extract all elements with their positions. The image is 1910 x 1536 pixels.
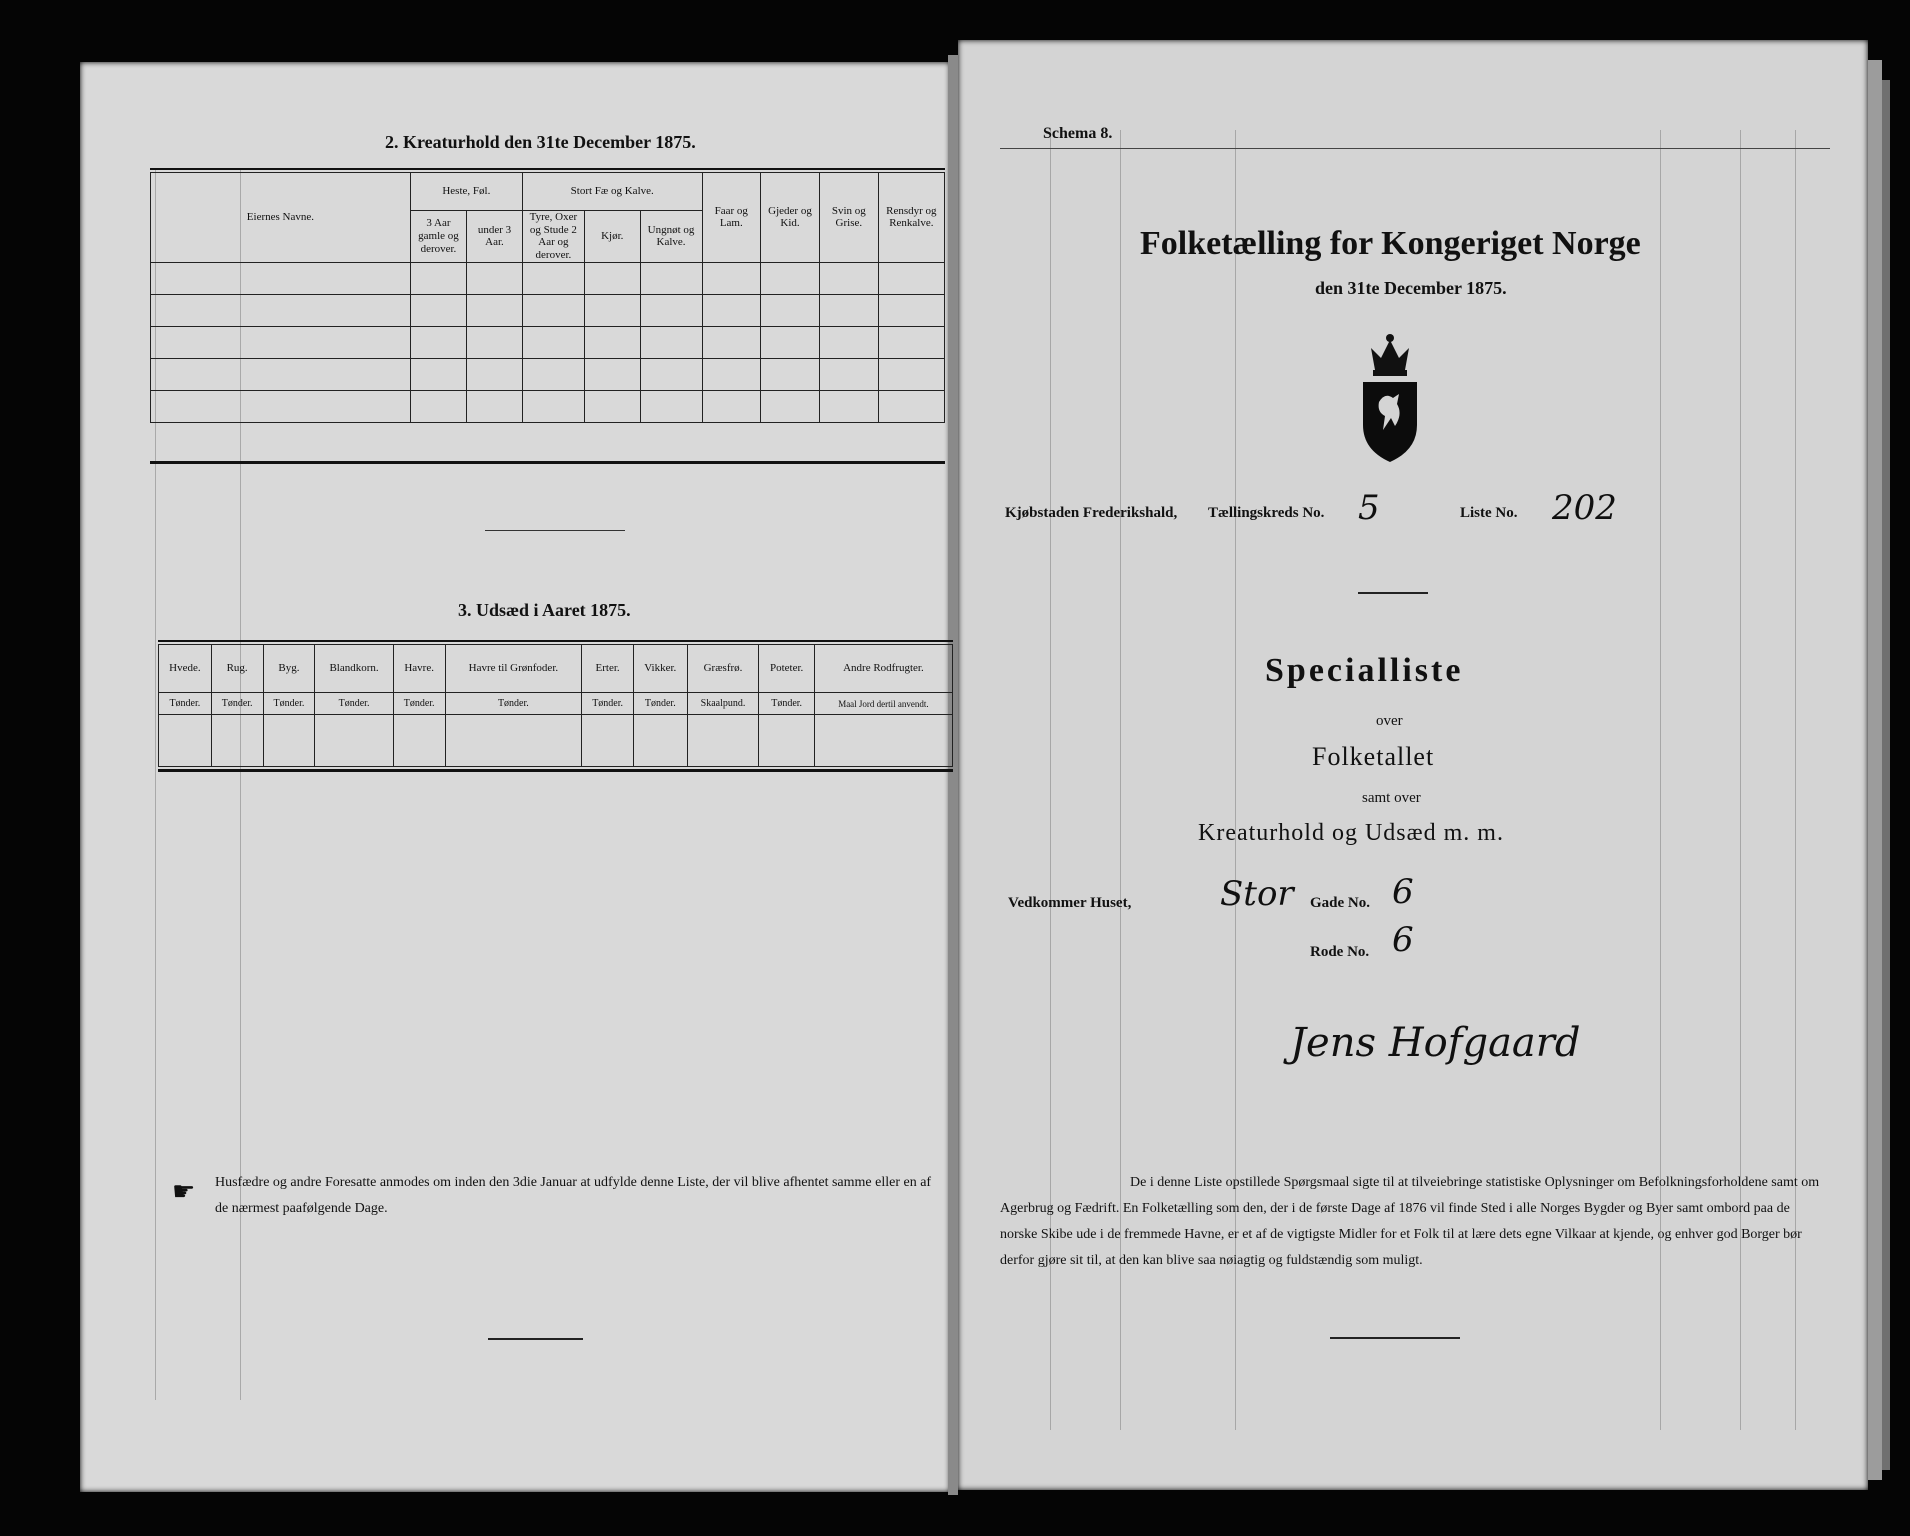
unit-cell: Tønder. <box>445 693 582 715</box>
crop-header: Poteter. <box>759 645 814 693</box>
crop-header: Havre til Grønfoder. <box>445 645 582 693</box>
crop-header: Byg. <box>263 645 315 693</box>
kreaturhold-table <box>150 172 945 423</box>
stort-sub: Kjør. <box>584 211 640 263</box>
table3-bottom-rule <box>158 769 953 772</box>
vedkommer-label: Vedkommer Huset, <box>1008 895 1132 911</box>
table2-top-rule <box>150 168 945 170</box>
unit-cell: Tønder. <box>315 693 393 715</box>
form-date: den 31te December 1875. <box>1315 278 1507 298</box>
table2-bottom-rule <box>150 461 945 464</box>
liste-value: 202 <box>1552 488 1617 528</box>
book-gutter <box>948 55 958 1495</box>
crop-header: Erter. <box>582 645 634 693</box>
owner-col-header: Eiernes Navne. <box>151 173 411 263</box>
kreds-label: Tællingskreds No. <box>1208 505 1325 521</box>
table3-top-rule <box>158 640 953 642</box>
stort-sub: Tyre, Oxer og Stude 2 Aar og derover. <box>522 211 584 263</box>
liste-label: Liste No. <box>1460 505 1518 521</box>
crop-header: Hvede. <box>159 645 212 693</box>
gade-number: 6 <box>1392 872 1414 912</box>
divider <box>485 530 625 531</box>
section2-title: 2. Kreaturhold den 31te December 1875. <box>385 132 696 152</box>
section3-title: 3. Udsæd i Aaret 1875. <box>458 600 631 620</box>
faar-header: Faar og Lam. <box>702 173 761 263</box>
kreds-value: 5 <box>1358 488 1380 528</box>
unit-cell: Maal Jord dertil anvendt. <box>814 693 952 715</box>
stort-sub: Ungnøt og Kalve. <box>640 211 702 263</box>
unit-cell: Tønder. <box>393 693 445 715</box>
unit-cell: Tønder. <box>263 693 315 715</box>
form-title: Folketælling for Kongeriget Norge <box>1140 225 1641 262</box>
stort-fae-header: Stort Fæ og Kalve. <box>522 173 702 211</box>
unit-cell: Tønder. <box>159 693 212 715</box>
gade-value: Stor <box>1220 874 1294 914</box>
svin-header: Svin og Grise. <box>819 173 878 263</box>
heste-sub: under 3 Aar. <box>467 211 523 263</box>
divider <box>1330 1337 1460 1339</box>
specialliste-heading: Specialliste <box>1265 652 1464 689</box>
kjobstaden-label: Kjøbstaden Frederikshald, <box>1005 505 1178 521</box>
signature: Jens Hofgaard <box>1290 1020 1581 1066</box>
unit-cell: Skaalpund. <box>687 693 759 715</box>
crop-header: Rug. <box>211 645 263 693</box>
heste-sub: 3 Aar gamle og derover. <box>410 211 466 263</box>
unit-cell: Tønder. <box>759 693 814 715</box>
gjeder-header: Gjeder og Kid. <box>761 173 820 263</box>
unit-cell: Tønder. <box>211 693 263 715</box>
page-stack-edge <box>1882 80 1890 1470</box>
crop-header: Havre. <box>393 645 445 693</box>
divider <box>488 1338 583 1340</box>
header-rule <box>1000 148 1830 149</box>
divider <box>1358 592 1428 594</box>
udsaed-table <box>158 644 953 767</box>
schema-label: Schema 8. <box>1043 125 1113 142</box>
crop-header: Græsfrø. <box>687 645 759 693</box>
samt-over-text: samt over <box>1362 790 1421 806</box>
folketallet-heading: Folketallet <box>1312 742 1435 771</box>
rensdyr-header: Rensdyr og Renkalve. <box>878 173 944 263</box>
crop-header: Vikker. <box>634 645 688 693</box>
unit-cell: Tønder. <box>634 693 688 715</box>
unit-cell: Tønder. <box>582 693 634 715</box>
kreaturhold-heading: Kreaturhold og Udsæd m. m. <box>1198 820 1504 846</box>
gade-label: Gade No. <box>1310 895 1370 911</box>
crop-header: Andre Rodfrugter. <box>814 645 952 693</box>
pointing-hand-icon: ☛ <box>172 1177 196 1206</box>
page-stack-edge <box>1868 60 1882 1480</box>
over-text: over <box>1376 713 1403 729</box>
rode-number: 6 <box>1392 920 1414 960</box>
notice-text: Husfædre og andre Foresatte anmodes om inden den 3die Januar at udfylde denne Liste, der vil blive afhentet samme eller en af de nærmest paafølgende Dage. <box>215 1175 932 1216</box>
coat-of-arms-icon <box>1355 330 1425 465</box>
crop-header: Blandkorn. <box>315 645 393 693</box>
rode-label: Rode No. <box>1310 944 1370 960</box>
heste-header: Heste, Føl. <box>410 173 522 211</box>
explanation-paragraph: De i denne Liste opstillede Spørgsmaal sigte til at tilveiebringe statistiske Oplysninger om Befolkningsforholdene samt om Agerbrug og Fædrift. En Folketælling som den, der i de første Dage af 1876 vil finde Sted i alle Norges Bygder og Byer samt ombord paa de norske Skibe ude i de fremmede Havne, er et af de vigtigste Midler for et Folk til at lære dets egne Vilkaar at kjende, og enhver god Borger bør derfor gjøre sit til, at den kan blive saa nøiagtig og fuldstændig som muligt. <box>1000 1175 1820 1268</box>
